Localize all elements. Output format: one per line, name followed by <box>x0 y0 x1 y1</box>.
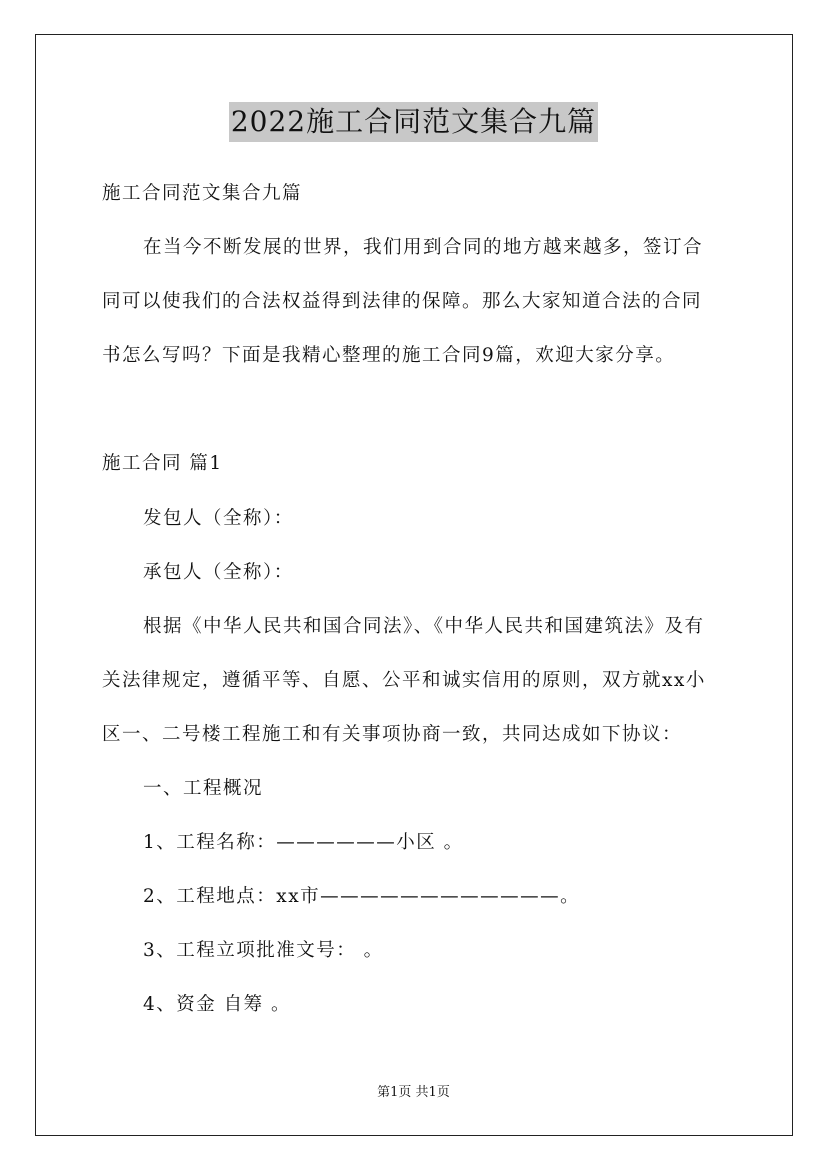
document-title: 2022施工合同范文集合九篇 <box>229 102 598 142</box>
paragraph-line: 在当今不断发展的世界，我们用到合同的地方越来越多，签订合 <box>143 237 704 258</box>
section-heading: 施工合同 篇1 <box>102 453 223 474</box>
clause-item: 2、工程地点：xx市————————————。 <box>143 886 581 907</box>
subtitle: 施工合同范文集合九篇 <box>102 183 303 204</box>
clause-item: 3、工程立项批准文号： 。 <box>143 940 384 961</box>
paragraph-line: 同可以使我们的合法权益得到法律的保障。那么大家知道合法的合同 <box>102 291 703 312</box>
party-line: 承包人（全称）： <box>143 562 294 583</box>
clause-item: 1、工程名称：——————小区 。 <box>143 832 464 853</box>
paragraph-line: 区一、二号楼工程施工和有关事项协商一致，共同达成如下协议： <box>102 724 683 745</box>
paragraph-line: 书怎么写吗？下面是我精心整理的施工合同9篇，欢迎大家分享。 <box>102 345 676 366</box>
clause-heading: 一、工程概况 <box>143 778 264 799</box>
paragraph-line: 根据《中华人民共和国合同法》、《中华人民共和国建筑法》及有 <box>143 616 705 637</box>
clause-item: 4、资金 自筹 。 <box>143 994 292 1015</box>
party-line: 发包人（全称）： <box>143 508 294 529</box>
page-footer: 第1页 共1页 <box>377 1085 450 1100</box>
paragraph-line: 关法律规定，遵循平等、自愿、公平和诚实信用的原则，双方就xx小 <box>102 670 706 691</box>
